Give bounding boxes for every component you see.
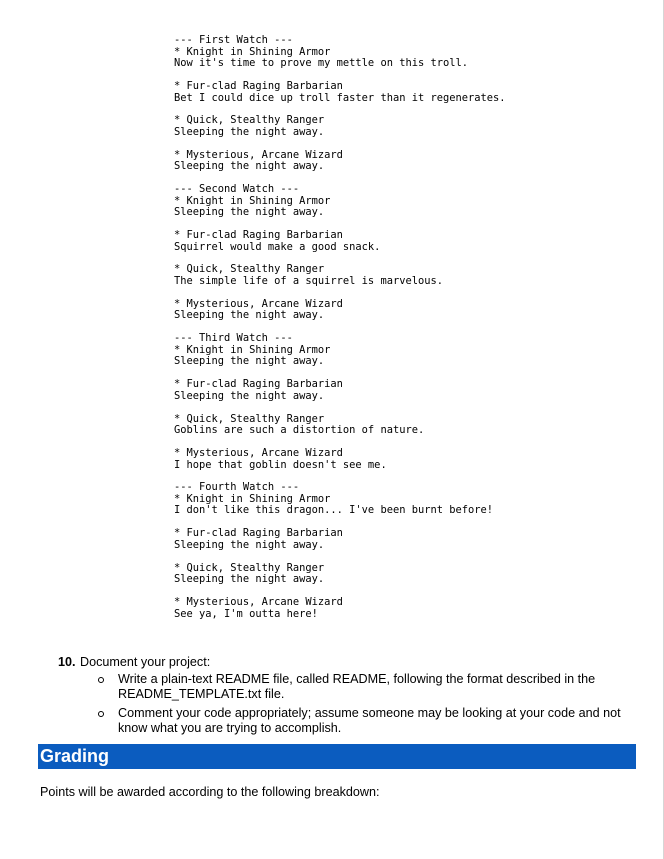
item-title: Document your project: bbox=[80, 655, 211, 669]
watch-entry bbox=[174, 115, 644, 138]
character-line: Sleeping the night away. bbox=[174, 573, 325, 586]
character-line: Sleeping the night away. bbox=[174, 309, 325, 322]
grading-intro-text: Points will be awarded according to the following breakdown: bbox=[40, 785, 380, 799]
watch-third bbox=[174, 333, 644, 471]
character-line: Now it's time to prove my mettle on this troll. bbox=[174, 57, 469, 70]
character-line: Sleeping the night away. bbox=[174, 206, 325, 219]
character-line: I hope that goblin doesn't see me. bbox=[174, 458, 387, 471]
watch-entry bbox=[174, 230, 644, 253]
character-line: I don't like this dragon... I've been burnt before! bbox=[174, 504, 494, 517]
watch-entry bbox=[174, 196, 644, 219]
bullet-item bbox=[98, 672, 638, 703]
grading-heading: Grading bbox=[38, 744, 636, 769]
watch-header: --- First Watch --- bbox=[174, 34, 293, 46]
character-line: The simple life of a squirrel is marvelous. bbox=[174, 275, 443, 288]
bullet-item bbox=[98, 706, 638, 737]
character-line: Squirrel would make a good snack. bbox=[174, 240, 381, 253]
character-name: * Fur-clad Raging Barbarian bbox=[174, 378, 343, 391]
watch-header: --- Fourth Watch --- bbox=[174, 481, 300, 494]
character-name: * Mysterious, Arcane Wizard bbox=[174, 446, 343, 459]
watch-entry bbox=[174, 414, 644, 437]
character-name: * Fur-clad Raging Barbarian bbox=[174, 527, 343, 540]
character-name: * Fur-clad Raging Barbarian bbox=[174, 79, 343, 92]
character-line: Sleeping the night away. bbox=[174, 389, 325, 402]
character-name: * Mysterious, Arcane Wizard bbox=[174, 148, 343, 161]
character-name: * Mysterious, Arcane Wizard bbox=[174, 297, 343, 310]
watch-header: --- Second Watch --- bbox=[174, 183, 300, 196]
character-name: * Quick, Stealthy Ranger bbox=[174, 114, 325, 127]
character-name: * Quick, Stealthy Ranger bbox=[174, 561, 325, 574]
watch-entry bbox=[174, 494, 644, 517]
character-line: Sleeping the night away. bbox=[174, 355, 325, 368]
character-name: * Knight in Shining Armor bbox=[174, 194, 331, 207]
character-line: Bet I could dice up troll faster than it regenerates. bbox=[174, 91, 506, 104]
character-name: * Quick, Stealthy Ranger bbox=[174, 412, 325, 425]
watch-entry bbox=[174, 47, 644, 70]
bullet-text: Comment your code appropriately; assume someone may be looking at your code and not know what you are trying to accomplish. bbox=[118, 705, 621, 736]
watch-second bbox=[174, 184, 644, 322]
character-line: Sleeping the night away. bbox=[174, 125, 325, 138]
watch-entry bbox=[174, 345, 644, 368]
item-number: 10. bbox=[58, 655, 76, 669]
bullet-circle-icon bbox=[98, 677, 104, 683]
numbered-item bbox=[58, 655, 638, 671]
watch-first bbox=[174, 35, 644, 173]
bullet-text: Write a plain-text README file, called README, following the format described in the README_TEMPLATE.txt file. bbox=[118, 671, 596, 702]
watch-entry bbox=[174, 528, 644, 551]
watch-entry bbox=[174, 597, 644, 620]
character-name: * Knight in Shining Armor bbox=[174, 45, 331, 58]
character-line: Sleeping the night away. bbox=[174, 160, 325, 173]
sample-output-code-block bbox=[174, 35, 644, 631]
watch-entry bbox=[174, 150, 644, 173]
watch-entry bbox=[174, 264, 644, 287]
watch-entry bbox=[174, 81, 644, 104]
watch-fourth bbox=[174, 482, 644, 620]
watch-entry bbox=[174, 299, 644, 322]
character-name: * Knight in Shining Armor bbox=[174, 343, 331, 356]
watch-entry bbox=[174, 379, 644, 402]
watch-entry bbox=[174, 563, 644, 586]
character-line: Goblins are such a distortion of nature. bbox=[174, 424, 425, 437]
character-name: * Quick, Stealthy Ranger bbox=[174, 263, 325, 276]
character-name: * Knight in Shining Armor bbox=[174, 492, 331, 505]
bullet-circle-icon bbox=[98, 711, 104, 717]
character-line: Sleeping the night away. bbox=[174, 538, 325, 551]
bullet-list bbox=[58, 672, 638, 737]
character-name: * Mysterious, Arcane Wizard bbox=[174, 596, 343, 608]
character-name: * Fur-clad Raging Barbarian bbox=[174, 229, 343, 242]
watch-entry bbox=[174, 448, 644, 471]
watch-header: --- Third Watch --- bbox=[174, 332, 293, 345]
character-line: See ya, I'm outta here! bbox=[174, 607, 318, 620]
step-10-section bbox=[58, 655, 638, 740]
